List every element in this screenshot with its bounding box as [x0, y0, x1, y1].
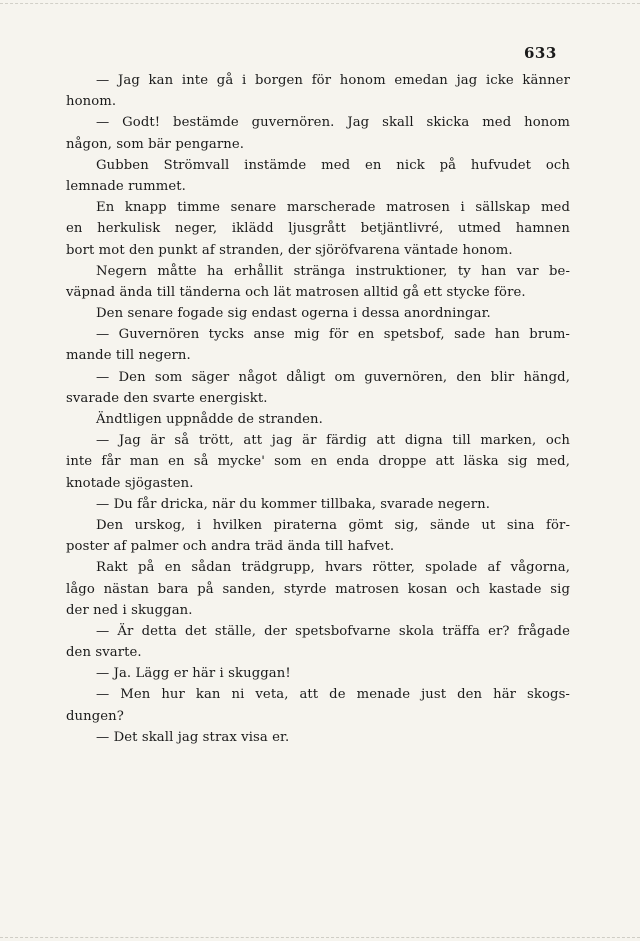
body-text — [66, 70, 570, 748]
text-line: — Men hur kan ni veta, att de menade just den här skogs- — [96, 687, 570, 703]
text-line: Ändtligen uppnådde de stranden. — [96, 412, 323, 427]
text-line: honom. — [66, 94, 117, 110]
text-line: En knapp timme senare marscherade matrosen i sällskap med — [96, 200, 570, 216]
text-line: den svarte. — [66, 645, 142, 661]
text-line: — Du får dricka, när du kommer tillbaka, svarade negern. — [96, 496, 490, 512]
text-line: mande till negern. — [66, 348, 191, 364]
text-line: — Godt! bestämde guvernören. Jag skall skicka med honom — [96, 115, 570, 131]
text-line: en herkulisk neger, iklädd ljusgrått betjäntlivré, utmed hamnen — [66, 221, 570, 237]
text-line: knotade sjögasten. — [66, 475, 194, 491]
text-line: — Ja. Lägg er här i skuggan! — [96, 666, 291, 682]
page-bottom-edge — [0, 937, 640, 938]
text-line: dungen? — [66, 708, 124, 724]
text-line: någon, som bär pengarne. — [66, 136, 245, 152]
text-line: bort mot den punkt af stranden, der sjöröfvarena väntade honom. — [66, 242, 513, 258]
text-line: — Det skall jag strax visa er. — [96, 729, 290, 745]
text-line: väpnad ända till tänderna och lät matrosen alltid gå ett stycke före. — [66, 284, 526, 300]
text-line: lemnade rummet. — [66, 178, 186, 194]
text-line: inte får man en så mycke' som en enda droppe att läska sig med, — [66, 454, 570, 470]
text-line: poster af palmer och andra träd ända till hafvet. — [66, 539, 395, 555]
text-line: — Jag kan inte gå i borgen för honom emedan jag icke känner — [96, 73, 570, 88]
page-top-edge — [0, 3, 640, 4]
text-line: — Är detta det ställe, der spetsbofvarne skola träffa er? frågade — [96, 623, 570, 639]
text-line: — Guvernören tycks anse mig för en spetsbof, sade han brum- — [96, 327, 570, 343]
text-line: Rakt på en sådan trädgrupp, hvars rötter, spolade af vågorna, — [96, 560, 570, 576]
text-line: — Jag är så trött, att jag är färdig att digna till marken, och — [96, 433, 570, 449]
text-line: lågo nästan bara på sanden, styrde matrosen kosan och kastade sig — [66, 581, 570, 597]
text-line: — Den som säger något dåligt om guvernören, den blir hängd, — [96, 369, 570, 385]
text-line: der ned i skuggan. — [66, 602, 193, 618]
text-line: Gubben Strömvall instämde med en nick på hufvudet och — [96, 157, 570, 173]
text-line: Den urskog, i hvilken piraterna gömt sig, sände ut sina för- — [96, 517, 570, 533]
page-number: 633 — [524, 44, 557, 62]
text-line: Negern måtte ha erhållit stränga instruktioner, ty han var be- — [96, 263, 570, 279]
text-line: svarade den svarte energiskt. — [66, 390, 268, 406]
text-line: Den senare fogade sig endast ogerna i dessa anordningar. — [96, 306, 491, 322]
